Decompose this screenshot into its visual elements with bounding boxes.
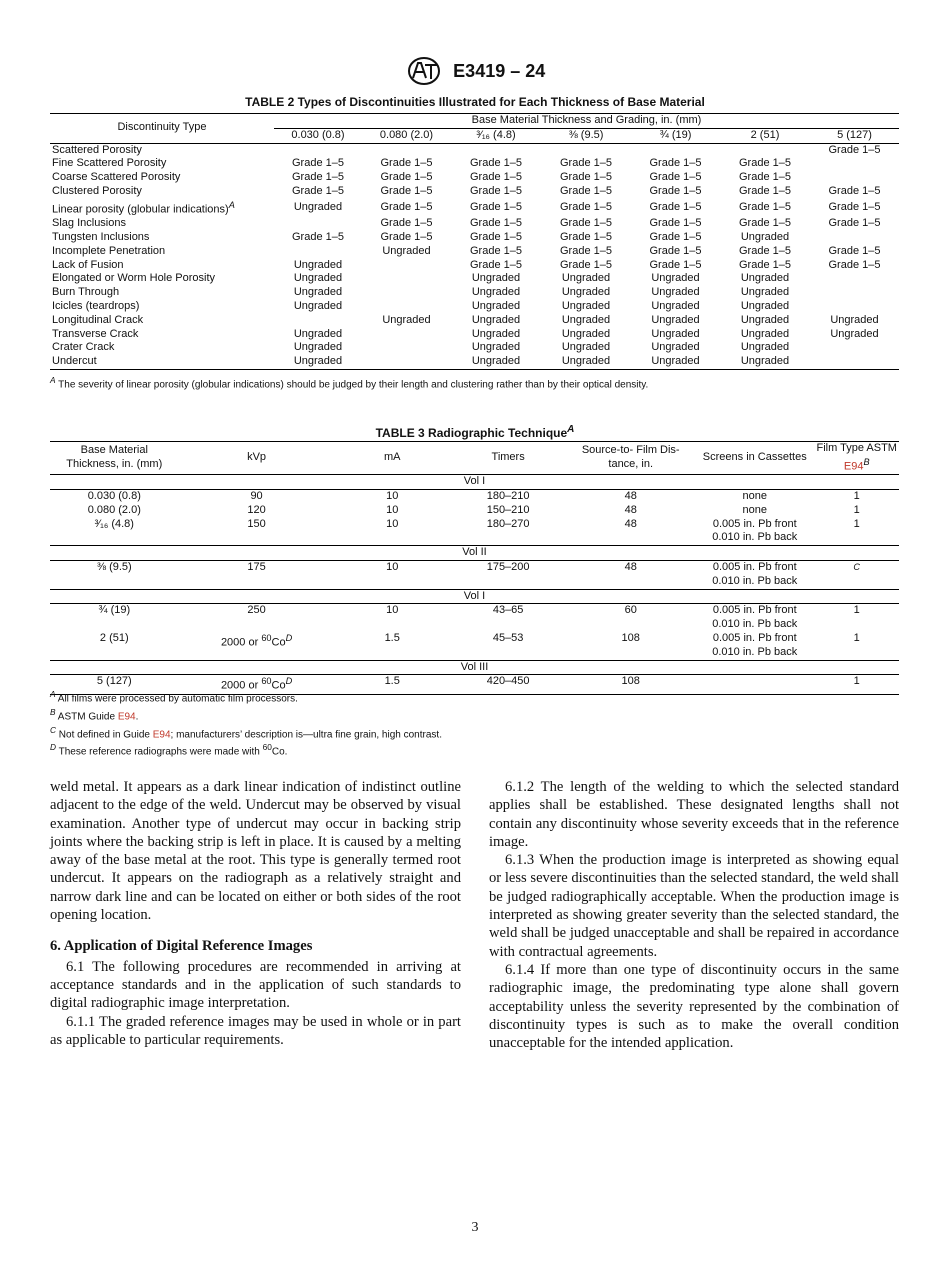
grade-cell: Ungraded (293, 272, 343, 285)
thickness-cell: 2 (51) (99, 632, 129, 645)
film-cell: 1 (853, 675, 860, 688)
e94-link[interactable]: E94 (117, 711, 136, 723)
grade-cell: Ungraded (740, 231, 790, 244)
e94-link[interactable]: E94 (152, 728, 171, 740)
grade-cell: Grade 1–5 (292, 231, 344, 244)
page-header (0, 56, 950, 86)
timers-cell: 420–450 (486, 675, 530, 688)
kvp-cell: 2000 or $^{60}Co^D$ (220, 676, 293, 693)
grade-cell: Ungraded (651, 272, 700, 285)
grade-cell: Grade 1–5 (739, 217, 791, 230)
grade-cell: Grade 1–5 (470, 201, 522, 214)
thickness-cell: 0.080 (2.0) (87, 503, 141, 516)
grade-cell: Ungraded (293, 286, 343, 299)
ma-cell: 10 (386, 561, 399, 574)
table-row (50, 245, 899, 259)
timers-cell: 150–210 (486, 503, 530, 516)
grade-cell: Grade 1–5 (828, 244, 881, 257)
grade-cell: Ungraded (651, 300, 700, 313)
table-row (50, 604, 899, 632)
grade-cell: Grade 1–5 (649, 157, 702, 170)
distance-cell: 60 (624, 604, 637, 617)
kvp-cell: 150 (247, 517, 266, 530)
grade-cell: Ungraded (830, 327, 879, 340)
grade-cell: Grade 1–5 (649, 201, 702, 214)
table-row (50, 217, 899, 231)
paragraph: weld metal. It appears as a dark linear indication of indistinct outline adjacent to the edge of the weld. Undercut may be observed by visual examination. Another type of undercut may occur in backing strip joints where the backing strip is left in place. It is caused by a melting away of the base metal at the root. This type is generally termed root undercut. It appears on the radiograph as a relatively straight and narrow dark line and can be located on either or both sides of the root opening location. (50, 779, 461, 924)
grade-cell: Ungraded (651, 355, 700, 368)
grade-cell: Grade 1–5 (828, 258, 881, 271)
paragraph-6-1-2: 6.1.2 The length of the welding to which the selected standard applies shall be established. These designated lengths shall not contain any discontinuity whose severity exceeds that in the reference image. (489, 779, 899, 850)
page-number: 3 (471, 1220, 479, 1235)
kvp-cell: 90 (250, 490, 263, 503)
ma-cell: 10 (386, 490, 399, 503)
grade-cell (362, 286, 451, 300)
screens-cell: 0.005 in. Pb front 0.010 in. Pb back (712, 561, 798, 587)
grade-cell: Ungraded (471, 300, 521, 313)
volume-label: Vol I (463, 475, 486, 488)
grade-cell (810, 171, 899, 185)
grade-cell: Ungraded (293, 258, 343, 271)
timers-cell: 45–53 (492, 632, 524, 645)
kvp-cell: 175 (247, 561, 266, 574)
grade-cell (362, 272, 451, 286)
timers-cell: 175–200 (486, 561, 530, 574)
grade-cell: Ungraded (651, 313, 700, 326)
timers-cell: 43–65 (492, 604, 524, 617)
table2-col-header: 0.030 (0.8) (291, 128, 345, 141)
film-cell: 1 (853, 604, 860, 617)
table3-screens-header: Screens in Cassettes (702, 451, 807, 464)
grade-cell: Grade 1–5 (649, 231, 702, 244)
grade-cell: Ungraded (471, 327, 521, 340)
volume-label: Vol II (462, 546, 487, 559)
grade-cell: Grade 1–5 (560, 171, 612, 184)
table-row (50, 561, 899, 590)
grade-cell: Ungraded (382, 244, 431, 257)
grade-cell: Ungraded (740, 272, 790, 285)
grade-cell: Grade 1–5 (739, 258, 791, 271)
table-row (50, 632, 899, 660)
grade-cell (810, 300, 899, 314)
table2-col-header: ¾ (19) (659, 128, 692, 141)
grade-cell: Grade 1–5 (380, 217, 433, 230)
grade-cell: Ungraded (740, 327, 790, 340)
volume-label: Vol I (463, 589, 486, 602)
right-column (489, 778, 899, 1052)
footnote-c: $^C$ Not defined in Guide E94; manufacturers’ description is—ultra fine grain, high contrast. (50, 724, 442, 740)
grade-cell: Grade 1–5 (470, 184, 522, 197)
table-row (50, 143, 899, 157)
table-row (50, 199, 899, 217)
distance-cell: 48 (624, 503, 637, 516)
table-row (50, 300, 899, 314)
grade-cell: Grade 1–5 (470, 171, 522, 184)
grade-cell (274, 143, 362, 157)
film-cell: 1 (853, 517, 860, 530)
ma-cell: 10 (386, 604, 399, 617)
table-row (50, 490, 899, 504)
grade-cell: Grade 1–5 (560, 157, 612, 170)
grade-cell: Grade 1–5 (560, 201, 612, 214)
grade-cell: Ungraded (293, 341, 343, 354)
volume-row (50, 589, 899, 604)
grade-cell: Grade 1–5 (739, 171, 791, 184)
table2-col-header: 5 (127) (837, 128, 872, 141)
grade-cell: Grade 1–5 (560, 184, 612, 197)
grade-cell (720, 143, 810, 157)
astm-logo-icon (405, 56, 443, 86)
screens-cell: 0.005 in. Pb front 0.010 in. Pb back (712, 604, 798, 631)
discontinuity-name: Scattered Porosity (52, 143, 142, 156)
ma-cell: 10 (386, 503, 399, 516)
grade-cell: Ungraded (740, 313, 790, 326)
discontinuity-name: Undercut (52, 355, 97, 368)
grade-cell (274, 217, 362, 231)
grade-cell: Ungraded (561, 355, 611, 368)
discontinuity-name: Lack of Fusion (52, 258, 124, 271)
grade-cell: Ungraded (561, 272, 611, 285)
table3-distance-header: Source-to- Film Dis- tance, in. (581, 444, 680, 471)
grade-cell (362, 300, 451, 314)
grade-cell: Grade 1–5 (828, 201, 881, 214)
discontinuity-name: Incomplete Penetration (52, 244, 166, 257)
table-row (50, 328, 899, 342)
grade-cell: Ungraded (293, 327, 343, 340)
grade-cell (810, 272, 899, 286)
discontinuity-name: Longitudinal Crack (52, 313, 144, 326)
grade-cell (362, 355, 451, 369)
volume-row (50, 475, 899, 490)
grade-cell (362, 259, 451, 273)
table2-col-header: 0.080 (2.0) (379, 128, 434, 141)
grade-cell: Grade 1–5 (292, 157, 344, 170)
screens-cell (695, 675, 814, 694)
distance-cell: 108 (621, 632, 640, 645)
table2-row-header: Discontinuity Type (50, 114, 274, 144)
film-cell: 1 (853, 490, 860, 503)
timers-cell: 180–210 (486, 490, 530, 503)
grade-cell (362, 328, 451, 342)
grade-cell: Grade 1–5 (560, 231, 612, 244)
section-heading: 6. Application of Digital Reference Images (50, 938, 313, 955)
grade-cell: Ungraded (651, 341, 700, 354)
grade-cell: Ungraded (293, 355, 343, 368)
grade-cell: Grade 1–5 (470, 244, 522, 257)
screens-cell: 0.005 in. Pb front 0.010 in. Pb back (712, 517, 798, 544)
thickness-cell: ³⁄₁₆ (4.8) (94, 517, 134, 530)
table2-col-header: 2 (51) (750, 128, 780, 141)
grade-cell: Ungraded (561, 286, 611, 299)
table-row (50, 231, 899, 245)
discontinuity-name: Coarse Scattered Porosity (52, 171, 181, 184)
discontinuity-name: Clustered Porosity (52, 184, 142, 197)
table3-film-header: Film Type ASTM $E94^B$ (816, 442, 897, 473)
grade-cell: Grade 1–5 (380, 201, 433, 214)
grade-cell: Grade 1–5 (380, 171, 433, 184)
grade-cell: Ungraded (651, 327, 700, 340)
grade-cell (631, 143, 720, 157)
grade-cell: Grade 1–5 (739, 184, 791, 197)
grade-cell: Grade 1–5 (739, 157, 791, 170)
grade-cell: Ungraded (740, 286, 790, 299)
grade-cell (810, 157, 899, 171)
grade-cell: Ungraded (561, 300, 611, 313)
film-cell: C (853, 562, 861, 573)
table2 (50, 113, 899, 370)
grade-cell: Grade 1–5 (380, 184, 433, 197)
grade-cell: Grade 1–5 (292, 171, 344, 184)
grade-cell: Grade 1–5 (649, 184, 702, 197)
volume-label: Vol III (460, 660, 489, 673)
table3-footnotes (50, 688, 442, 759)
table3 (50, 441, 899, 695)
table-row (50, 171, 899, 185)
table3-kvp-header: kVp (247, 451, 267, 464)
discontinuity-name: Elongated or Worm Hole Porosity (52, 272, 216, 285)
thickness-cell: ¾ (19) (98, 604, 131, 617)
discontinuity-name: Crater Crack (52, 341, 115, 354)
grade-cell: Ungraded (561, 341, 611, 354)
ma-cell: 1.5 (384, 632, 400, 645)
ma-cell: 10 (386, 517, 399, 530)
discontinuity-name: Fine Scattered Porosity (52, 157, 167, 170)
grade-cell: Grade 1–5 (560, 217, 612, 230)
film-cell: 1 (853, 503, 860, 516)
grade-cell (541, 143, 631, 157)
paragraph-6-1-4: 6.1.4 If more than one type of discontinuity occurs in the same radiographic image, the predominating type alone shall govern acceptability unless the severity represented by the combination of discontinuity types is such as to make the overall condition unacceptable for the intended application. (489, 961, 899, 1052)
screens-cell: 0.005 in. Pb front 0.010 in. Pb back (712, 632, 798, 658)
table2-caption: TABLE 2 Types of Discontinuities Illustrated for Each Thickness of Base Material (245, 95, 705, 109)
thickness-cell: ⅜ (9.5) (96, 561, 132, 574)
grade-cell: Ungraded (740, 341, 790, 354)
grade-cell: Ungraded (471, 313, 521, 326)
grade-cell: Ungraded (830, 313, 879, 326)
e94-link[interactable]: E94 (843, 460, 864, 473)
table2-group-header: Base Material Thickness and Grading, in. (mm) (274, 114, 899, 129)
table-row (50, 259, 899, 273)
grade-cell: Grade 1–5 (560, 258, 612, 271)
table2-col-header: ³⁄₁₆ (4.8) (476, 128, 516, 141)
grade-cell: Grade 1–5 (828, 143, 881, 156)
grade-cell: Ungraded (471, 341, 521, 354)
grade-cell: Grade 1–5 (470, 258, 522, 271)
paragraph-6-1: 6.1 The following procedures are recommended in arriving at acceptance standards and in the application of such standards to digital radiographic image interpretation. (50, 958, 461, 1012)
grade-cell: Ungraded (471, 286, 521, 299)
document-id: E3419 – 24 (453, 60, 546, 81)
grade-cell: Grade 1–5 (380, 231, 433, 244)
paragraph-6-1-1: 6.1.1 The graded reference images may be used in whole or in part as applicable to particular requirements. (50, 1013, 461, 1048)
grade-cell: Grade 1–5 (470, 217, 522, 230)
table3-ma-header: mA (383, 451, 401, 464)
grade-cell: Grade 1–5 (649, 244, 702, 257)
table-row (50, 272, 899, 286)
grade-cell (362, 341, 451, 355)
grade-cell: Ungraded (471, 355, 521, 368)
footnote-d: $^D$ These reference radiographs were made with $^{60}$Co. (50, 742, 288, 758)
distance-cell: 48 (624, 517, 637, 530)
discontinuity-name: Transverse Crack (52, 327, 139, 340)
footnote-a: $^A$ All films were processed by automatic film processors. (50, 689, 298, 705)
ma-cell: 1.5 (384, 675, 400, 688)
grade-cell: Grade 1–5 (649, 217, 702, 230)
table-row (50, 355, 899, 369)
paragraph-6-1-3: 6.1.3 When the production image is interpreted as showing equal or less severe discontinuities than the selected standard, the weld shall be judged radiographically acceptable. When the production image is interpreted as showing greater severity than the selected standard, the weld shall be judged unacceptable and shall be repaired in accordance with contractual agreements. (489, 852, 899, 960)
grade-cell: Ungraded (651, 286, 700, 299)
table-row (50, 504, 899, 518)
discontinuity-name: Slag Inclusions (52, 217, 126, 230)
film-cell: 1 (853, 632, 860, 645)
grade-cell (810, 355, 899, 369)
table-row (50, 341, 899, 355)
kvp-cell: 120 (247, 503, 266, 516)
grade-cell: Ungraded (561, 313, 611, 326)
table3-thickness-header: Base Material Thickness, in. (mm) (66, 444, 163, 471)
grade-cell: Ungraded (740, 355, 790, 368)
distance-cell: 48 (624, 490, 637, 503)
grade-cell: Grade 1–5 (739, 201, 791, 214)
discontinuity-name: Tungsten Inclusions (52, 231, 150, 244)
grade-cell: Ungraded (293, 300, 343, 313)
kvp-cell: 250 (247, 604, 266, 617)
thickness-cell: 5 (127) (96, 675, 132, 688)
grade-cell (274, 314, 362, 328)
grade-cell (810, 286, 899, 300)
grade-cell: Grade 1–5 (470, 157, 522, 170)
grade-cell (451, 143, 541, 157)
volume-row (50, 546, 899, 561)
table3-caption: TABLE 3 Radiographic Technique$^A$ (375, 424, 575, 440)
grade-cell: Ungraded (293, 201, 343, 214)
grade-cell (810, 231, 899, 245)
discontinuity-name: Linear porosity (globular indications)$^A$ (52, 199, 235, 216)
footnote-b: $^B$ ASTM Guide E94. (50, 706, 139, 723)
left-column (50, 778, 461, 1049)
distance-cell: 108 (621, 675, 640, 688)
grade-cell: Ungraded (471, 272, 521, 285)
discontinuity-name: Icicles (teardrops) (52, 300, 140, 313)
grade-cell (362, 143, 451, 157)
table3-timers-header: Timers (491, 451, 525, 464)
screens-cell: none (742, 503, 767, 516)
grade-cell: Grade 1–5 (470, 231, 522, 244)
distance-cell: 48 (624, 561, 637, 574)
grade-cell: Ungraded (561, 327, 611, 340)
table-row (50, 518, 899, 546)
grade-cell: Ungraded (382, 313, 431, 326)
discontinuity-name: Burn Through (52, 286, 120, 299)
grade-cell: Grade 1–5 (292, 184, 344, 197)
grade-cell (810, 341, 899, 355)
grade-cell: Grade 1–5 (649, 171, 702, 184)
grade-cell: Grade 1–5 (828, 217, 881, 230)
grade-cell: Grade 1–5 (380, 157, 433, 170)
grade-cell: Grade 1–5 (828, 184, 881, 197)
volume-row (50, 660, 899, 675)
grade-cell: Grade 1–5 (739, 244, 791, 257)
table2-footnote: $^A$ The severity of linear porosity (globular indications) should be judged by their length and clustering rather than by their optical density. (50, 375, 649, 391)
timers-cell: 180–270 (486, 517, 530, 530)
screens-cell: none (742, 490, 767, 503)
table-row (50, 157, 899, 171)
table-row (50, 185, 899, 199)
table-row (50, 314, 899, 328)
thickness-cell: 0.030 (0.8) (87, 490, 141, 503)
grade-cell: Grade 1–5 (560, 244, 612, 257)
grade-cell: Grade 1–5 (649, 258, 702, 271)
table-row (50, 286, 899, 300)
grade-cell (274, 245, 362, 259)
table2-col-header: ⅜ (9.5) (568, 128, 604, 141)
grade-cell: Ungraded (740, 300, 790, 313)
kvp-cell: 2000 or $^{60}Co^D$ (220, 633, 293, 649)
